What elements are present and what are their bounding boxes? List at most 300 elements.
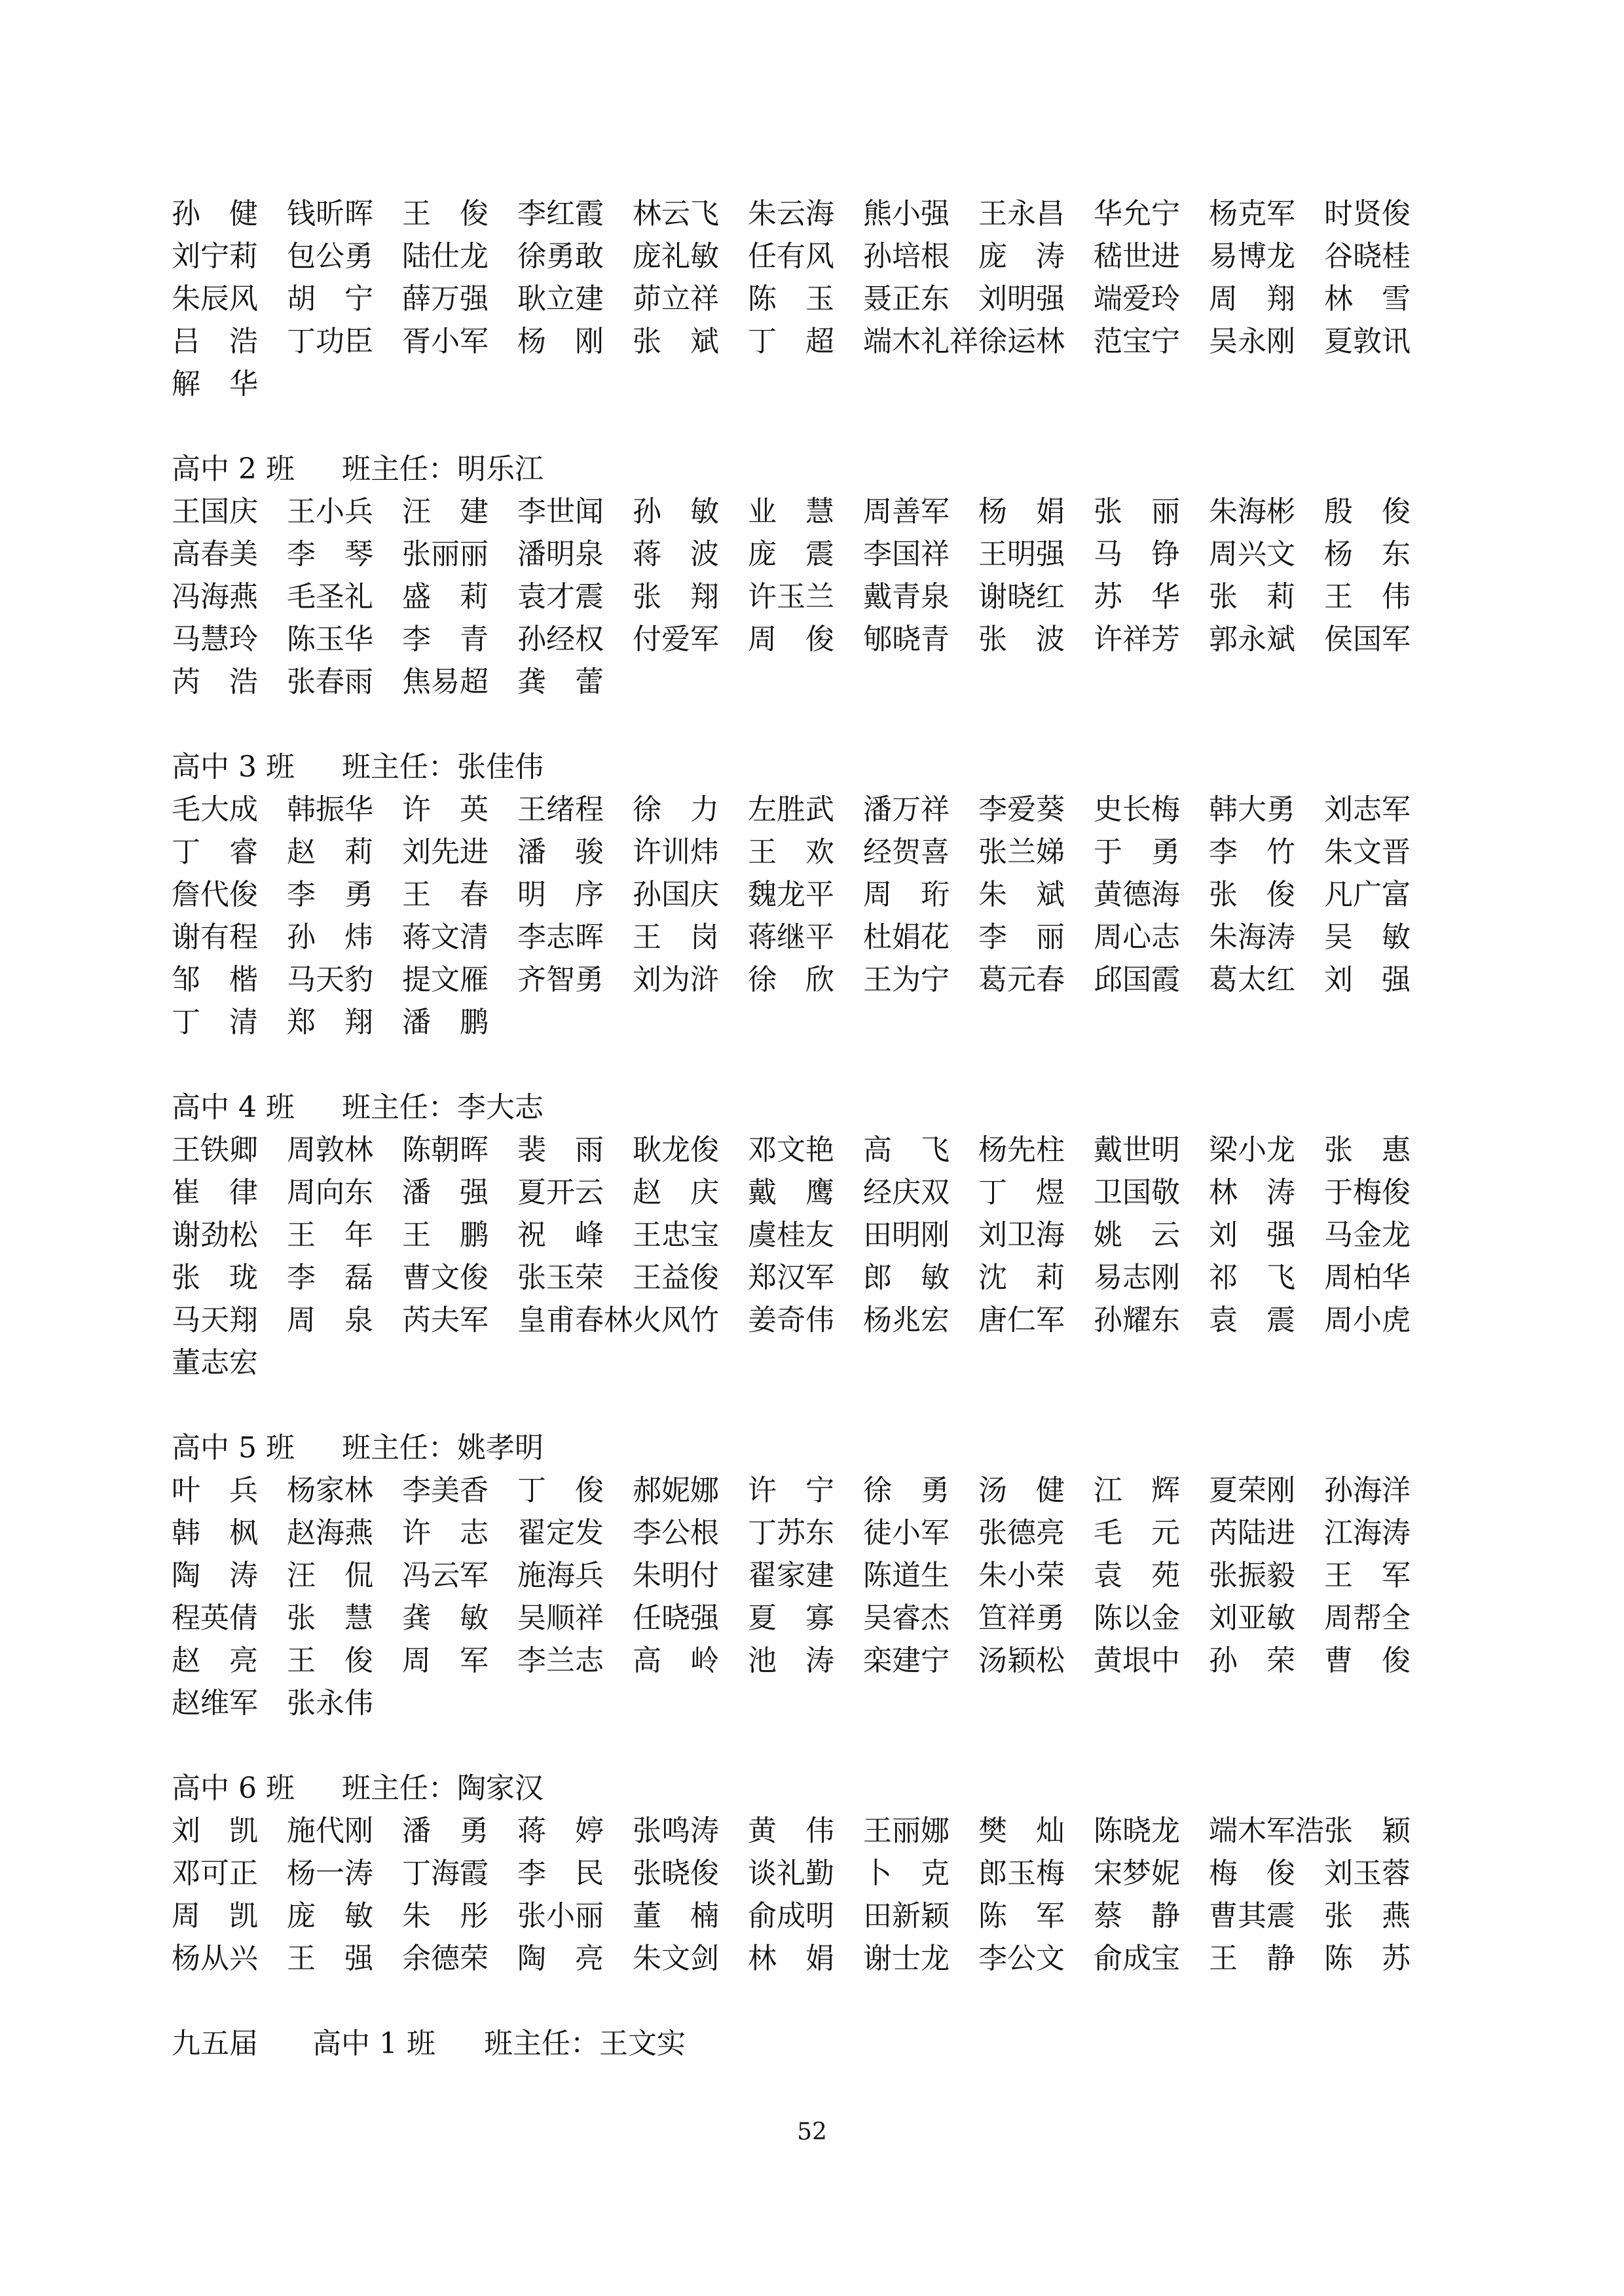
- student-name: 张兰娣: [978, 835, 1065, 869]
- student-name: 曹 俊: [1324, 1644, 1411, 1677]
- name-row: [172, 1512, 1481, 1554]
- student-name: 周敦林: [287, 1133, 373, 1167]
- student-name: 刘志军: [1324, 793, 1411, 826]
- student-name: 包公勇: [287, 240, 373, 273]
- student-name: 李 琴: [287, 538, 373, 571]
- student-name: 夏开云: [517, 1176, 604, 1209]
- student-name: 孙 健: [172, 197, 258, 230]
- homeroom-teacher: 班主任：李大志: [342, 1091, 544, 1124]
- student-name: 王 伟: [1324, 580, 1411, 613]
- student-name: 张德亮: [978, 1516, 1065, 1550]
- student-name: 庞 涛: [978, 240, 1065, 273]
- class-label: 高中 4 班: [172, 1091, 295, 1124]
- student-name: 樊 灿: [978, 1814, 1065, 1848]
- student-name: 蒋文清: [402, 920, 489, 954]
- student-name: 李公文: [978, 1942, 1065, 1975]
- student-name: 赵海燕: [287, 1516, 373, 1550]
- student-name: 周 军: [402, 1644, 489, 1677]
- student-name: 孙培根: [863, 240, 950, 273]
- student-name: 汪 侃: [287, 1559, 373, 1592]
- student-name: 火风竹: [633, 1303, 719, 1337]
- name-row: [172, 363, 1481, 405]
- student-name: 嵇世进: [1094, 240, 1180, 273]
- student-name: 卫国敬: [1094, 1176, 1180, 1209]
- student-name: 吴永刚: [1209, 325, 1295, 358]
- student-name: 高 岭: [633, 1644, 719, 1677]
- student-name: 郭永斌: [1209, 623, 1295, 656]
- student-name: 熊小强: [863, 197, 950, 230]
- student-name: 翟定发: [517, 1516, 604, 1550]
- student-name: 王 春: [402, 878, 489, 911]
- student-name: 曹文俊: [402, 1261, 489, 1294]
- name-row: [172, 1129, 1481, 1171]
- student-name: 林 雪: [1324, 282, 1411, 316]
- student-name: 韩 枫: [172, 1516, 258, 1550]
- student-name: 孙耀东: [1094, 1303, 1180, 1337]
- student-name: 杨 东: [1324, 538, 1411, 571]
- student-name: 江 辉: [1094, 1474, 1180, 1507]
- student-name: 盛 莉: [402, 580, 489, 613]
- student-name: 郇晓青: [863, 623, 950, 656]
- student-name: 张振毅: [1209, 1559, 1295, 1592]
- student-name: 张永伟: [287, 1686, 373, 1720]
- student-name: 姜奇伟: [748, 1303, 834, 1337]
- name-row: [172, 533, 1481, 575]
- student-name: 周心志: [1094, 920, 1180, 954]
- student-name: 裴 雨: [517, 1133, 604, 1167]
- student-name: 潘 强: [402, 1176, 489, 1209]
- student-name: 张鸣涛: [633, 1814, 719, 1848]
- student-name: 杨 娟: [978, 495, 1065, 528]
- student-name: 袁 震: [1209, 1303, 1295, 1337]
- student-name: 刘 凯: [172, 1814, 258, 1848]
- student-name: 程英倩: [172, 1601, 258, 1635]
- name-row: [172, 1001, 1481, 1044]
- student-name: 业 慧: [748, 495, 834, 528]
- student-name: 田新颖: [863, 1899, 950, 1933]
- student-name: 丁 清: [172, 1006, 258, 1039]
- student-name: 朱云海: [748, 197, 834, 230]
- class-label: 高中 6 班: [172, 1772, 295, 1805]
- student-name: 经贺喜: [863, 835, 950, 869]
- student-name: 周善军: [863, 495, 950, 528]
- student-name: 端木礼祥: [863, 325, 978, 358]
- student-name: 丁 睿: [172, 835, 258, 869]
- student-name: 林 涛: [1209, 1176, 1295, 1209]
- student-name: 王 俊: [402, 197, 489, 230]
- student-name: 李 青: [402, 623, 489, 656]
- student-name: 郑 翔: [287, 1006, 373, 1039]
- student-name: 李公根: [633, 1516, 719, 1550]
- student-name: 薛万强: [402, 282, 489, 316]
- student-name: 刘先进: [402, 835, 489, 869]
- student-name: 孙 荣: [1209, 1644, 1295, 1677]
- student-name: 刘玉蓉: [1324, 1857, 1411, 1890]
- student-name: 李红霞: [517, 197, 604, 230]
- student-name: 赵维军: [172, 1686, 258, 1720]
- student-name: 芮 浩: [172, 665, 258, 699]
- student-name: 赵 庆: [633, 1176, 719, 1209]
- student-name: 李 丽: [978, 920, 1065, 954]
- name-row: [172, 320, 1481, 363]
- student-name: 葛太红: [1209, 963, 1295, 996]
- student-name: 李志晖: [517, 920, 604, 954]
- student-name: 张玉荣: [517, 1261, 604, 1294]
- student-name: 刘 强: [1209, 1218, 1295, 1252]
- student-name: 邓可正: [172, 1857, 258, 1890]
- class-header: [172, 1427, 1481, 1469]
- student-name: 焦易超: [402, 665, 489, 699]
- student-name: 袁 苑: [1094, 1559, 1180, 1592]
- student-name: 刘宁莉: [172, 240, 258, 273]
- student-name: 邹 楷: [172, 963, 258, 996]
- student-name: 陈晓龙: [1094, 1814, 1180, 1848]
- student-name: 丁 超: [748, 325, 834, 358]
- student-name: 谈礼勤: [748, 1857, 834, 1890]
- student-name: 张丽丽: [402, 538, 489, 571]
- student-name: 毛大成: [172, 793, 258, 826]
- name-row: [172, 661, 1481, 703]
- name-row: [172, 575, 1481, 618]
- name-row: [172, 618, 1481, 661]
- student-name: 黄德海: [1094, 878, 1180, 911]
- student-name: 张 慧: [287, 1601, 373, 1635]
- student-name: 蔡 静: [1094, 1899, 1180, 1933]
- student-name: 芮夫军: [402, 1303, 489, 1337]
- class-header: [172, 448, 1481, 490]
- student-name: 庞 震: [748, 538, 834, 571]
- student-name: 耿立建: [517, 282, 604, 316]
- student-name: 许 英: [402, 793, 489, 826]
- name-row: [172, 831, 1481, 873]
- student-name: 王国庆: [172, 495, 258, 528]
- student-name: 陈朝晖: [402, 1133, 489, 1167]
- student-name: 高春美: [172, 538, 258, 571]
- student-name: 袁才震: [517, 580, 604, 613]
- name-row: [172, 278, 1481, 320]
- student-name: 周 俊: [748, 623, 834, 656]
- student-name: 施代刚: [287, 1814, 373, 1848]
- student-name: 虞桂友: [748, 1218, 834, 1252]
- student-name: 马天豹: [287, 963, 373, 996]
- student-name: 谢劲松: [172, 1218, 258, 1252]
- homeroom-teacher: 班主任：明乐江: [342, 452, 544, 486]
- student-name: 张 丽: [1094, 495, 1180, 528]
- student-name: 陆仕龙: [402, 240, 489, 273]
- student-name: 朱海彬: [1209, 495, 1295, 528]
- section-gap: [172, 405, 1481, 448]
- student-name: 郝妮娜: [633, 1474, 719, 1507]
- name-row: [172, 1171, 1481, 1214]
- student-name: 崔 律: [172, 1176, 258, 1209]
- student-name: 王 岗: [633, 920, 719, 954]
- student-name: 祁 飞: [1209, 1261, 1295, 1294]
- student-name: 孙海洋: [1324, 1474, 1411, 1507]
- class-label: 高中 5 班: [172, 1431, 295, 1465]
- student-name: 吕 浩: [172, 325, 258, 358]
- student-name: 唐仁军: [978, 1303, 1065, 1337]
- name-row: [172, 873, 1481, 916]
- student-name: 吴睿杰: [863, 1601, 950, 1635]
- student-name: 苏 华: [1094, 580, 1180, 613]
- student-name: 赵 亮: [172, 1644, 258, 1677]
- student-name: 田明刚: [863, 1218, 950, 1252]
- student-name: 梅 俊: [1209, 1857, 1295, 1890]
- student-name: 马 铮: [1094, 538, 1180, 571]
- student-name: 周 珩: [863, 878, 950, 911]
- student-name: 王 鹏: [402, 1218, 489, 1252]
- student-name: 蒋 波: [633, 538, 719, 571]
- student-name: 杨一涛: [287, 1857, 373, 1890]
- name-row: [172, 490, 1481, 533]
- student-name: 茆立祥: [633, 282, 719, 316]
- student-name: 戴世明: [1094, 1133, 1180, 1167]
- student-name: 王永昌: [978, 197, 1065, 230]
- section-gap: [172, 1384, 1481, 1427]
- student-name: 张春雨: [287, 665, 373, 699]
- name-row: [172, 1682, 1481, 1724]
- student-name: 于梅俊: [1324, 1176, 1411, 1209]
- student-name: 卜 克: [863, 1857, 950, 1890]
- student-name: 王 强: [287, 1942, 373, 1975]
- student-name: 潘 鹏: [402, 1006, 489, 1039]
- student-name: 夏敦讯: [1324, 325, 1411, 358]
- student-name: 潘万祥: [863, 793, 950, 826]
- student-name: 许玉兰: [748, 580, 834, 613]
- student-name: 马金龙: [1324, 1218, 1411, 1252]
- student-name: 侯国军: [1324, 623, 1411, 656]
- student-name: 孙 炜: [287, 920, 373, 954]
- student-name: 史长梅: [1094, 793, 1180, 826]
- student-name: 孙经权: [517, 623, 604, 656]
- student-name: 易博龙: [1209, 240, 1295, 273]
- student-name: 周小虎: [1324, 1303, 1411, 1337]
- student-name: 时贤俊: [1324, 197, 1411, 230]
- student-name: 王 欢: [748, 835, 834, 869]
- student-name: 张 翔: [633, 580, 719, 613]
- student-name: 冯云军: [402, 1559, 489, 1592]
- student-name: 胡 宁: [287, 282, 373, 316]
- student-name: 丁海霞: [402, 1857, 489, 1890]
- student-name: 王明强: [978, 538, 1065, 571]
- student-name: 陈玉华: [287, 623, 373, 656]
- student-name: 姚 云: [1094, 1218, 1180, 1252]
- student-name: 潘明泉: [517, 538, 604, 571]
- class-header: [172, 1767, 1481, 1810]
- student-name: 朱文晋: [1324, 835, 1411, 869]
- student-name: 徒小军: [863, 1516, 950, 1550]
- student-name: 汪 建: [402, 495, 489, 528]
- name-row: [172, 788, 1481, 831]
- student-name: 齐智勇: [517, 963, 604, 996]
- student-name: 龚 敏: [402, 1601, 489, 1635]
- student-name: 栾建宁: [863, 1644, 950, 1677]
- student-name: 张 珑: [172, 1261, 258, 1294]
- student-name: 华允宁: [1094, 197, 1180, 230]
- student-name: 谢晓红: [978, 580, 1065, 613]
- student-name: 李 磊: [287, 1261, 373, 1294]
- student-name: 沈 莉: [978, 1261, 1065, 1294]
- student-name: 左胜武: [748, 793, 834, 826]
- student-name: 冯海燕: [172, 580, 258, 613]
- student-name: 张 莉: [1209, 580, 1295, 613]
- student-name: 孙 敏: [633, 495, 719, 528]
- student-name: 端爱玲: [1094, 282, 1180, 316]
- student-name: 黄垠中: [1094, 1644, 1180, 1677]
- name-row: [172, 958, 1481, 1001]
- student-name: 谢有程: [172, 920, 258, 954]
- student-name: 马慧玲: [172, 623, 258, 656]
- student-name: 谢士龙: [863, 1942, 950, 1975]
- class-header: [172, 2022, 1481, 2065]
- student-name: 俞成宝: [1094, 1942, 1180, 1975]
- student-name: 周 翔: [1209, 282, 1295, 316]
- student-name: 徐 欣: [748, 963, 834, 996]
- student-name: 殷 俊: [1324, 495, 1411, 528]
- student-name: 杨兆宏: [863, 1303, 950, 1337]
- student-name: 孙国庆: [633, 878, 719, 911]
- student-name: 端木军浩: [1209, 1814, 1324, 1848]
- student-name: 潘 骏: [517, 835, 604, 869]
- student-name: 池 涛: [748, 1644, 834, 1677]
- student-name: 徐 力: [633, 793, 719, 826]
- student-name: 周 泉: [287, 1303, 373, 1337]
- student-name: 陈道生: [863, 1559, 950, 1592]
- student-name: 李美香: [402, 1474, 489, 1507]
- student-name: 提文雁: [402, 963, 489, 996]
- student-name: 庞礼敏: [633, 240, 719, 273]
- name-row: [172, 916, 1481, 958]
- student-name: 刘 强: [1324, 963, 1411, 996]
- student-name: 王 年: [287, 1218, 373, 1252]
- class-label: 高中 2 班: [172, 452, 295, 486]
- student-name: 丁 煜: [978, 1176, 1065, 1209]
- homeroom-teacher: 班主任：姚孝明: [342, 1431, 544, 1465]
- student-name: 易志刚: [1094, 1261, 1180, 1294]
- student-name: 马天翔: [172, 1303, 258, 1337]
- student-name: 丁 俊: [517, 1474, 604, 1507]
- student-name: 余德荣: [402, 1942, 489, 1975]
- student-name: 陈 苏: [1324, 1942, 1411, 1975]
- student-name: 刘卫海: [978, 1218, 1065, 1252]
- student-name: 王 俊: [287, 1644, 373, 1677]
- student-name: 高 飞: [863, 1133, 950, 1167]
- student-name: 魏龙平: [748, 878, 834, 911]
- student-name: 汤 健: [978, 1474, 1065, 1507]
- student-name: 赵 莉: [287, 835, 373, 869]
- student-name: 周兴文: [1209, 538, 1295, 571]
- name-row: [172, 1299, 1481, 1341]
- student-name: 葛元春: [978, 963, 1065, 996]
- student-name: 陈 军: [978, 1899, 1065, 1933]
- student-name: 任晓强: [633, 1601, 719, 1635]
- student-name: 任有风: [748, 240, 834, 273]
- student-name: 吴顺祥: [517, 1601, 604, 1635]
- student-name: 李 民: [517, 1857, 604, 1890]
- student-name: 周柏华: [1324, 1261, 1411, 1294]
- student-name: 李 竹: [1209, 835, 1295, 869]
- student-name: 董志宏: [172, 1346, 258, 1379]
- student-name: 戴 鹰: [748, 1176, 834, 1209]
- student-name: 王 静: [1209, 1942, 1295, 1975]
- student-name: 黄 伟: [748, 1814, 834, 1848]
- name-row: [172, 1341, 1481, 1384]
- name-row: [172, 1639, 1481, 1682]
- name-row: [172, 1214, 1481, 1256]
- student-name: 芮陆进: [1209, 1516, 1295, 1550]
- student-name: 周帮全: [1324, 1601, 1411, 1635]
- homeroom-teacher: 班主任：王文实: [484, 2027, 686, 2060]
- student-name: 陈 玉: [748, 282, 834, 316]
- student-name: 许训炜: [633, 835, 719, 869]
- student-name: 俞成明: [748, 1899, 834, 1933]
- student-name: 朱 彤: [402, 1899, 489, 1933]
- section-gap: [172, 703, 1481, 746]
- name-row: [172, 1597, 1481, 1639]
- student-name: 钱昕晖: [287, 197, 373, 230]
- student-name: 朱 斌: [978, 878, 1065, 911]
- name-row: [172, 1469, 1481, 1512]
- student-name: 杨克军: [1209, 197, 1295, 230]
- student-name: 杨先柱: [978, 1133, 1065, 1167]
- student-name: 皇甫春林: [517, 1303, 633, 1337]
- student-name: 徐勇敢: [517, 240, 604, 273]
- class-roster: [172, 192, 1481, 2065]
- student-name: 王 军: [1324, 1559, 1411, 1592]
- student-name: 付爱军: [633, 623, 719, 656]
- student-name: 江海涛: [1324, 1516, 1411, 1550]
- name-row: [172, 1852, 1481, 1895]
- student-name: 朱海涛: [1209, 920, 1295, 954]
- student-name: 朱小荣: [978, 1559, 1065, 1592]
- student-name: 张 燕: [1324, 1899, 1411, 1933]
- student-name: 张 颖: [1324, 1814, 1411, 1848]
- student-name: 邓文艳: [748, 1133, 834, 1167]
- student-name: 李爱葵: [978, 793, 1065, 826]
- name-row: [172, 1937, 1481, 1980]
- student-name: 刘亚敏: [1209, 1601, 1295, 1635]
- student-name: 范宝宁: [1094, 325, 1180, 358]
- name-row: [172, 1810, 1481, 1852]
- student-name: 凡广富: [1324, 878, 1411, 911]
- student-name: 毛 元: [1094, 1516, 1180, 1550]
- class-label: 高中 1 班: [312, 2027, 435, 2060]
- student-name: 王丽娜: [863, 1814, 950, 1848]
- student-name: 戴青泉: [863, 580, 950, 613]
- student-name: 张小丽: [517, 1899, 604, 1933]
- student-name: 王绪程: [517, 793, 604, 826]
- student-name: 翟家建: [748, 1559, 834, 1592]
- student-name: 李 勇: [287, 878, 373, 911]
- student-name: 夏 寡: [748, 1601, 834, 1635]
- student-name: 于 勇: [1094, 835, 1180, 869]
- class-label: 高中 3 班: [172, 750, 295, 784]
- student-name: 陈以金: [1094, 1601, 1180, 1635]
- name-row: [172, 192, 1481, 235]
- student-name: 李世闻: [517, 495, 604, 528]
- student-name: 经庆双: [863, 1176, 950, 1209]
- student-name: 聂正东: [863, 282, 950, 316]
- section-gap: [172, 1724, 1481, 1767]
- student-name: 张 斌: [633, 325, 719, 358]
- student-name: 杨家林: [287, 1474, 373, 1507]
- student-name: 蒋 婷: [517, 1814, 604, 1848]
- student-name: 张 俊: [1209, 878, 1295, 911]
- student-name: 李国祥: [863, 538, 950, 571]
- name-row: [172, 1554, 1481, 1597]
- student-name: 朱明付: [633, 1559, 719, 1592]
- student-name: 林 娟: [748, 1942, 834, 1975]
